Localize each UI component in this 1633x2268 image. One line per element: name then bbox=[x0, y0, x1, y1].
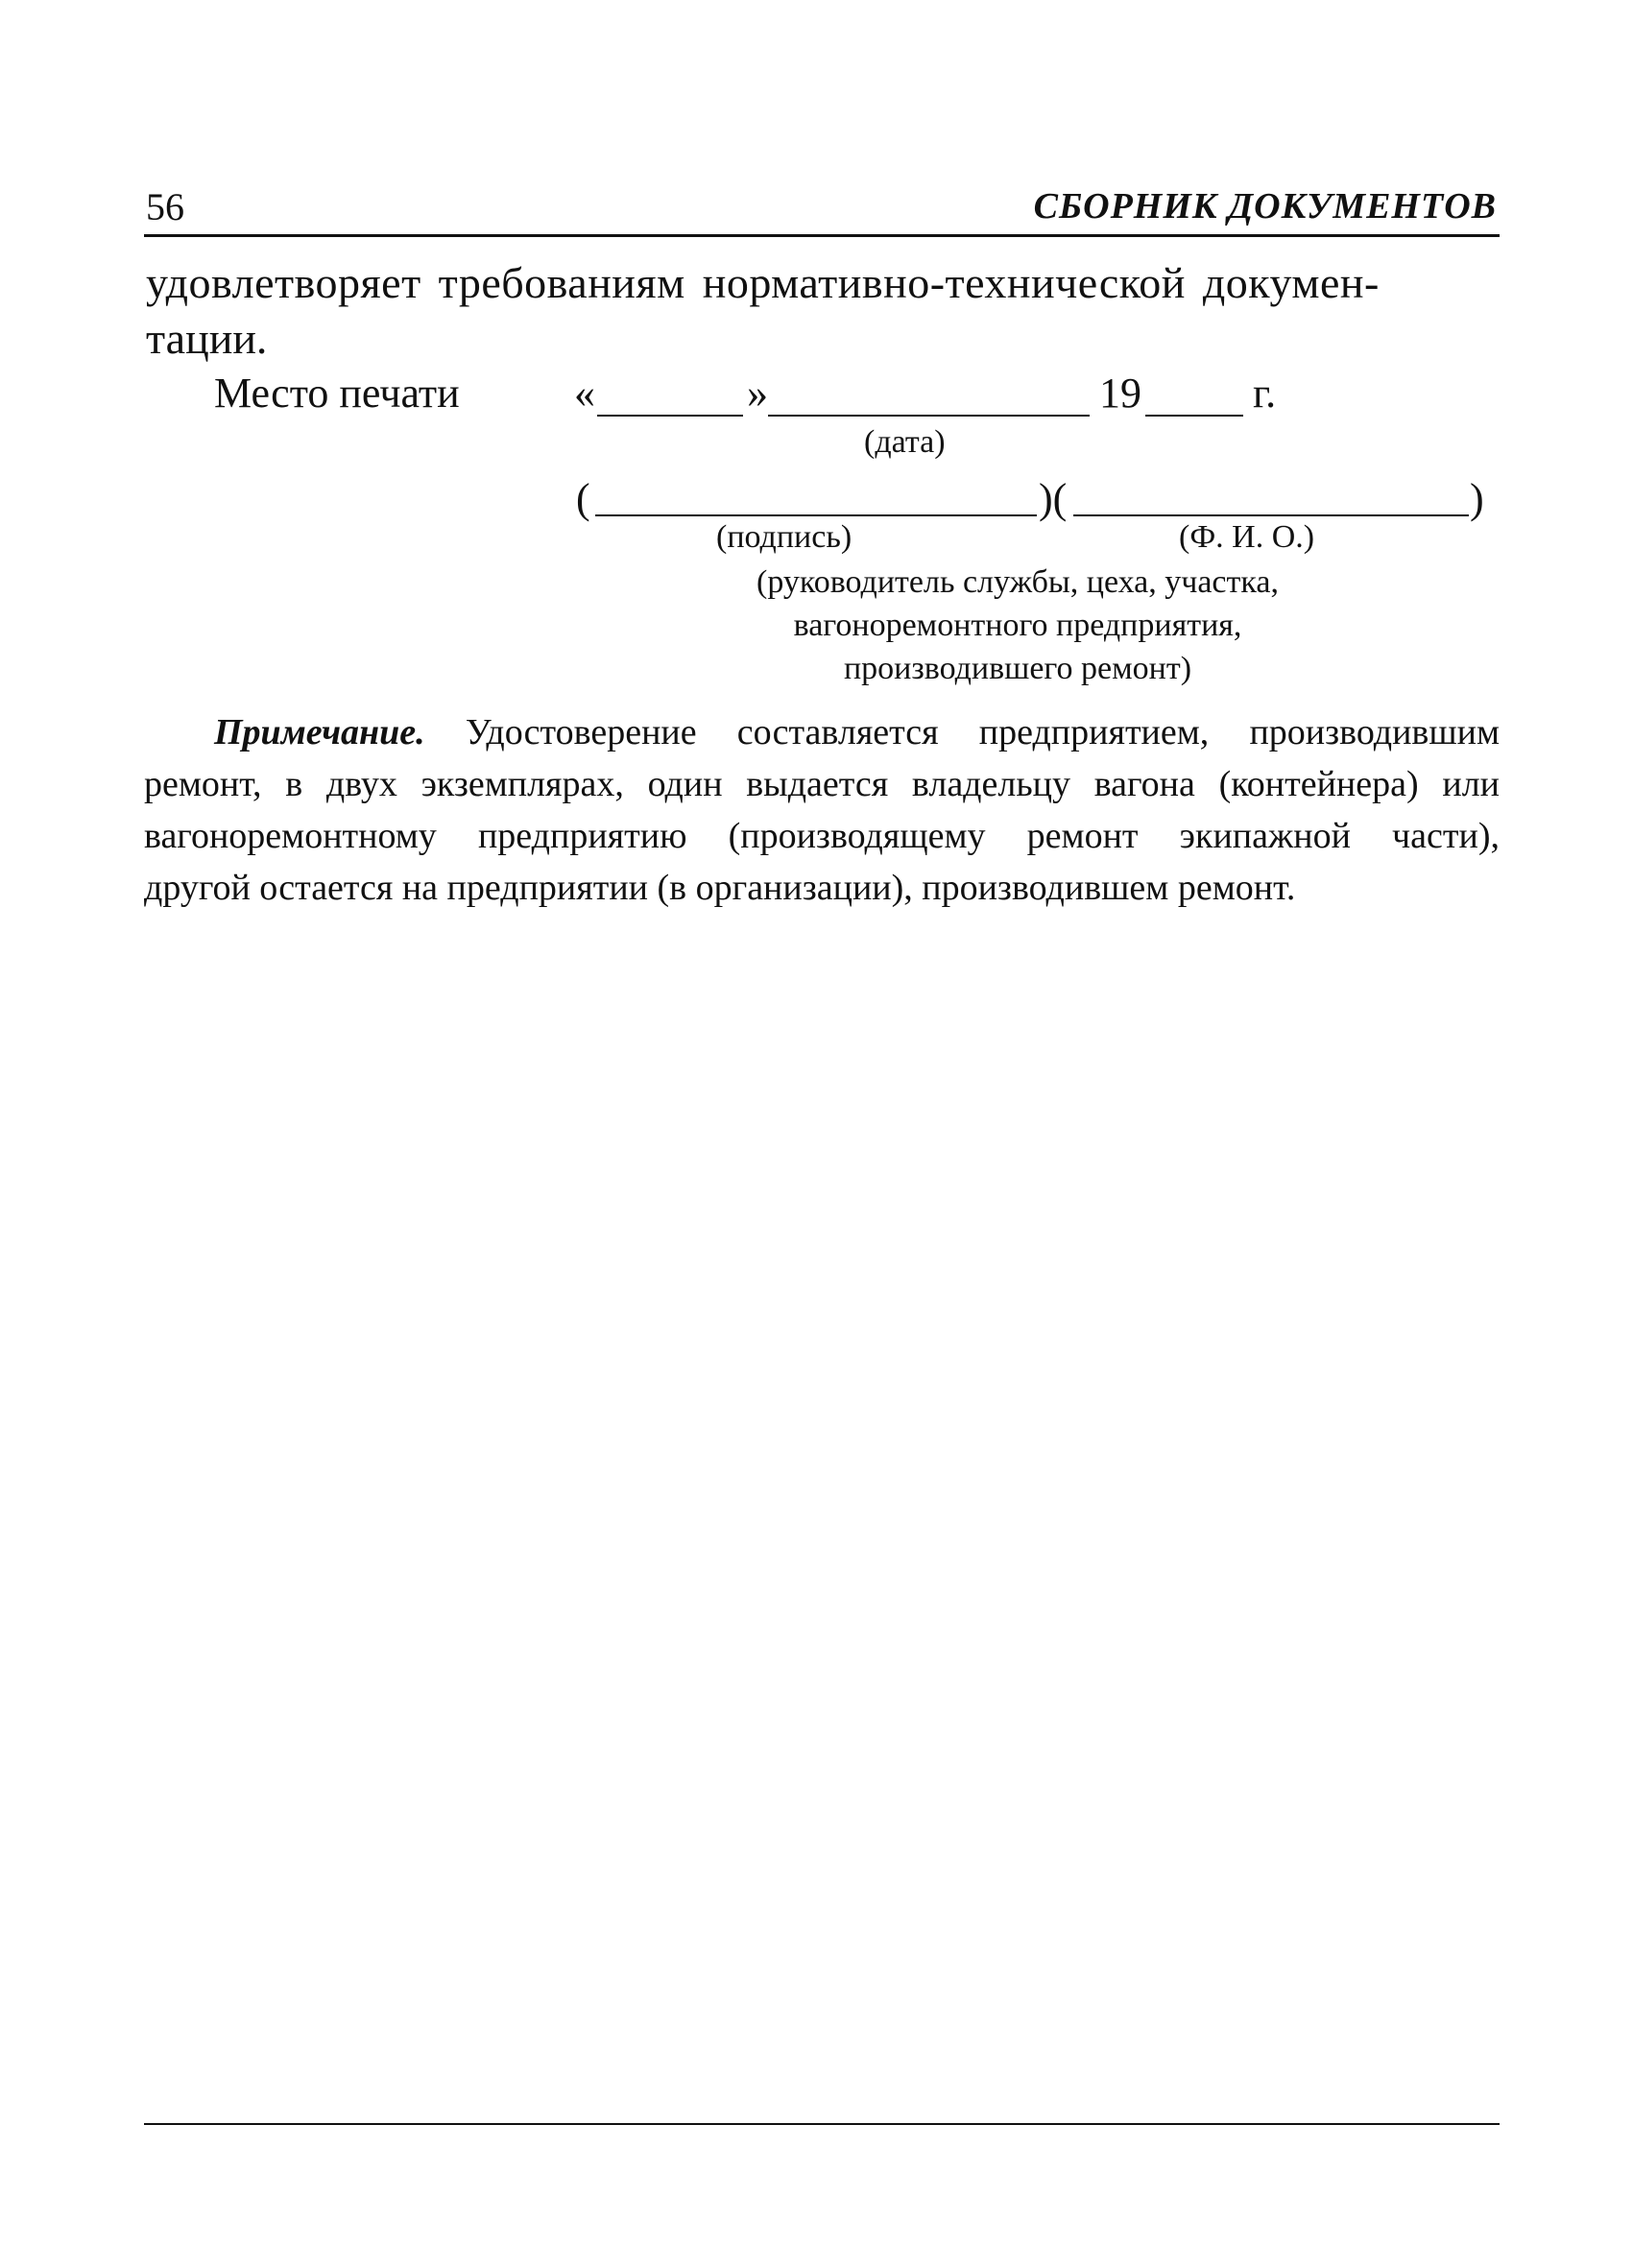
signature-blank bbox=[595, 514, 1037, 516]
page-number: 56 bbox=[146, 185, 184, 228]
year-suffix: г. bbox=[1253, 370, 1277, 417]
date-quote-open: « bbox=[574, 370, 595, 417]
header-rule bbox=[144, 234, 1500, 237]
signature-paren-open: ( bbox=[576, 475, 590, 522]
role-line-2: вагоноремонтного предприятия, bbox=[793, 608, 1242, 643]
signature-paren-middle: )( bbox=[1039, 475, 1068, 522]
name-label: (Ф. И. О.) bbox=[1179, 519, 1315, 555]
role-line-1: (руководитель службы, цеха, участка, bbox=[756, 564, 1279, 600]
name-blank bbox=[1073, 514, 1469, 516]
date-label: (дата) bbox=[864, 424, 946, 460]
note-line-2: ремонт, в двух экземплярах, один выдается владельцу вагона (контейнера) или bbox=[144, 764, 1500, 804]
note-line-3: вагоноремонтному предприятию (производящему ремонт экипажной части), bbox=[144, 816, 1500, 856]
day-blank bbox=[597, 415, 743, 417]
note-title: Примечание. bbox=[214, 712, 425, 752]
body-text-line-2: тации. bbox=[146, 314, 268, 363]
body-text-line-1: удовлетворяет требованиям нормативно-технической докумен- bbox=[146, 258, 1380, 307]
running-title: СБОРНИК ДОКУМЕНТОВ bbox=[1033, 186, 1497, 227]
signature-paren-close: ) bbox=[1470, 475, 1484, 522]
note-line-4: другой остается на предприятии (в организации), производившем ремонт. bbox=[144, 868, 1296, 908]
stamp-place-label: Место печати bbox=[214, 370, 460, 417]
date-quote-close: » bbox=[747, 370, 768, 417]
role-line-3: производившего ремонт) bbox=[843, 651, 1192, 686]
note-line-1 bbox=[214, 711, 1500, 753]
year-prefix: 19 bbox=[1099, 370, 1141, 417]
footer-rule bbox=[144, 2123, 1500, 2125]
note-line-1-text: Удостоверение составляется предприятием, производившим bbox=[424, 712, 1500, 752]
year-blank bbox=[1145, 415, 1243, 417]
month-blank bbox=[768, 415, 1090, 417]
signature-label: (подпись) bbox=[716, 519, 853, 555]
